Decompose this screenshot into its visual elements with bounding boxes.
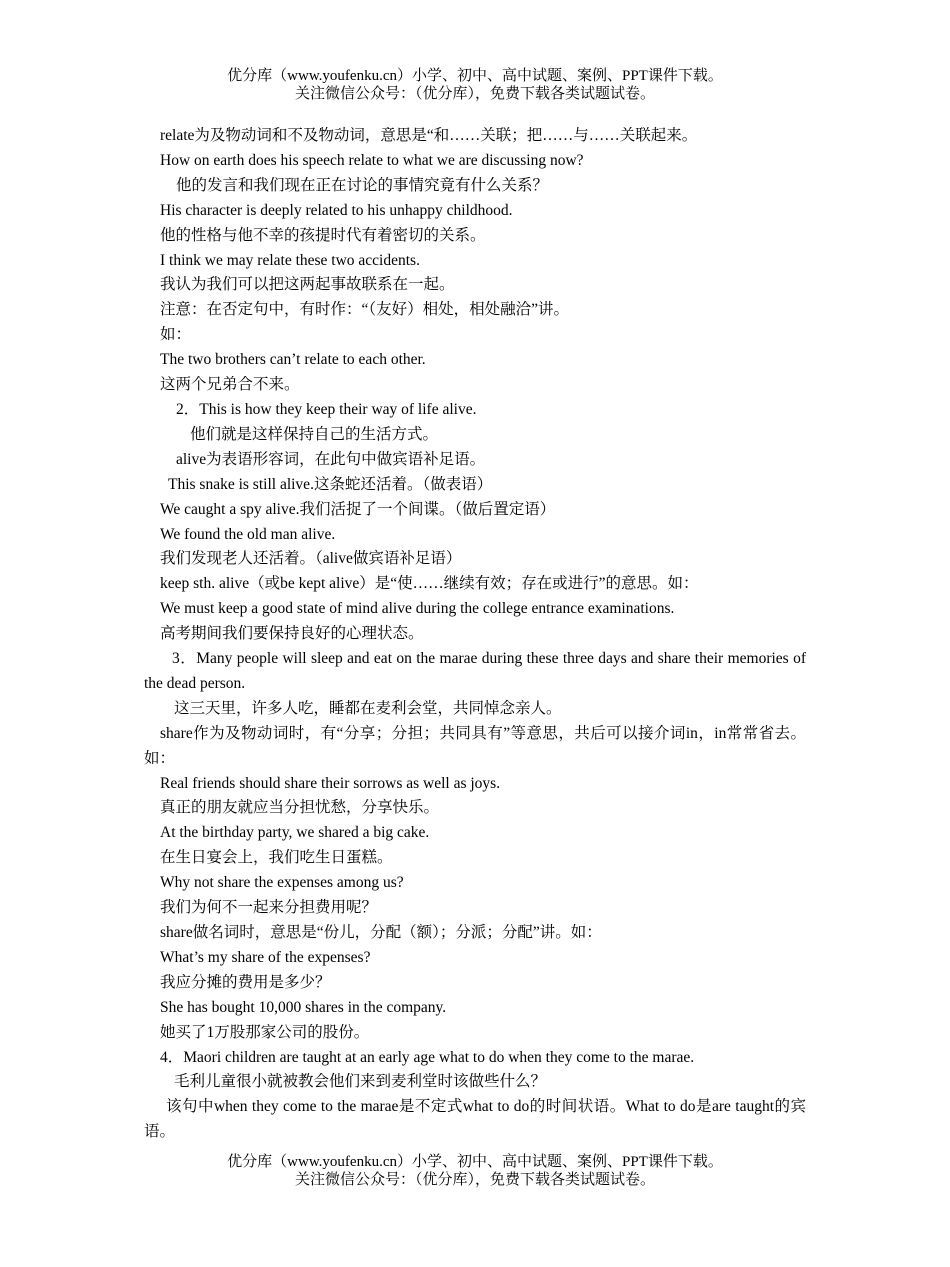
text-line: His character is deeply related to his unhappy childhood. — [160, 201, 513, 219]
text-line: 该句中when they come to the marae是不定式what to do的时间状语。What to do是are taught的宾语。 — [144, 1098, 806, 1141]
text-line: keep sth. alive（或be kept alive）是“使……继续有效；存在或进行”的意思。如： — [160, 575, 699, 593]
text-line: We caught a spy alive.我们活捉了一个间谍。（做后置定语） — [160, 500, 556, 518]
text-line: Why not share the expenses among us? — [160, 874, 404, 892]
text-line: How on earth does his speech relate to what we are discussing now? — [160, 151, 584, 169]
text-line: share做名词时，意思是“份儿，分配（额）；分派；分配”讲。如： — [160, 924, 602, 941]
text-line: 毛利儿童很小就被教会他们来到麦利堂时该做些什么？ — [174, 1073, 547, 1091]
text-line: relate为及物动词和不及物动词，意思是“和……关联；把……与……关联起来。 — [160, 127, 698, 144]
text-line: She has bought 10,000 shares in the company. — [160, 998, 447, 1016]
text-line: 在生日宴会上，我们吃生日蛋糕。 — [160, 849, 393, 867]
text-line: 注意：在否定句中，有时作：“（友好）相处，相处融洽”讲。 — [160, 301, 570, 319]
text-line: We found the old man alive. — [160, 525, 336, 543]
footer-line-1: 优分库（www.youfenku.cn）小学、初中、高中试题、案例、PPT课件下载。 — [227, 1154, 723, 1170]
text-line: I think we may relate these two accidents. — [160, 251, 420, 269]
text-line: 这三天里，许多人吃，睡都在麦利会堂，共同悼念亲人。 — [174, 699, 562, 717]
text-line: 真正的朋友就应当分担忧愁，分享快乐。 — [160, 799, 440, 817]
header-line-1: 优分库（www.youfenku.cn）小学、初中、高中试题、案例、PPT课件下载。 — [227, 68, 723, 84]
footer-line-2: 关注微信公众号：（优分库），免费下载各类试题试卷。 — [294, 1172, 655, 1188]
text-line: 我应分摊的费用是多少？ — [160, 973, 331, 991]
text-line: 我们为何不一起来分担费用呢？ — [160, 899, 378, 917]
text-line: alive为表语形容词，在此句中做宾语补足语。 — [176, 450, 486, 468]
text-line: What’s my share of the expenses? — [160, 948, 371, 966]
page-header — [0, 67, 950, 103]
page-footer — [0, 1153, 950, 1189]
text-line: 我们发现老人还活着。（alive做宾语补足语） — [160, 550, 462, 568]
text-line: 她买了1万股那家公司的股份。 — [160, 1023, 370, 1041]
text-line: Real friends should share their sorrows as well as joys. — [160, 774, 501, 792]
text-line: 我认为我们可以把这两起事故联系在一起。 — [160, 276, 455, 294]
text-line: 这两个兄弟合不来。 — [160, 376, 300, 394]
text-line: At the birthday party, we shared a big cake. — [160, 824, 430, 842]
text-line: We must keep a good state of mind alive during the college entrance examinations. — [160, 600, 675, 618]
document-body — [144, 124, 806, 1145]
text-line: share作为及物动词时，有“分享；分担；共同具有”等意思，共后可以接介词in，in常常省去。如： — [144, 724, 806, 767]
header-line-2: 关注微信公众号：（优分库），免费下载各类试题试卷。 — [294, 86, 655, 102]
text-line: 3．Many people will sleep and eat on the marae during these three days and share their memories of the dead person. — [144, 650, 806, 692]
text-line: 他的发言和我们现在正在讨论的事情究竟有什么关系？ — [176, 176, 549, 194]
text-line: 2．This is how they keep their way of life alive. — [176, 400, 477, 418]
text-line: This snake is still alive.这条蛇还活着。（做表语） — [168, 475, 493, 493]
text-line: 他的性格与他不幸的孩提时代有着密切的关系。 — [160, 226, 486, 244]
text-line: 如： — [160, 326, 192, 344]
text-line: 高考期间我们要保持良好的心理状态。 — [160, 625, 424, 643]
text-line: 他们就是这样保持自己的生活方式。 — [190, 425, 439, 443]
text-line: 4．Maori children are taught at an early age what to do when they come to the marae. — [160, 1048, 695, 1066]
text-line: The two brothers can’t relate to each other. — [160, 351, 426, 369]
